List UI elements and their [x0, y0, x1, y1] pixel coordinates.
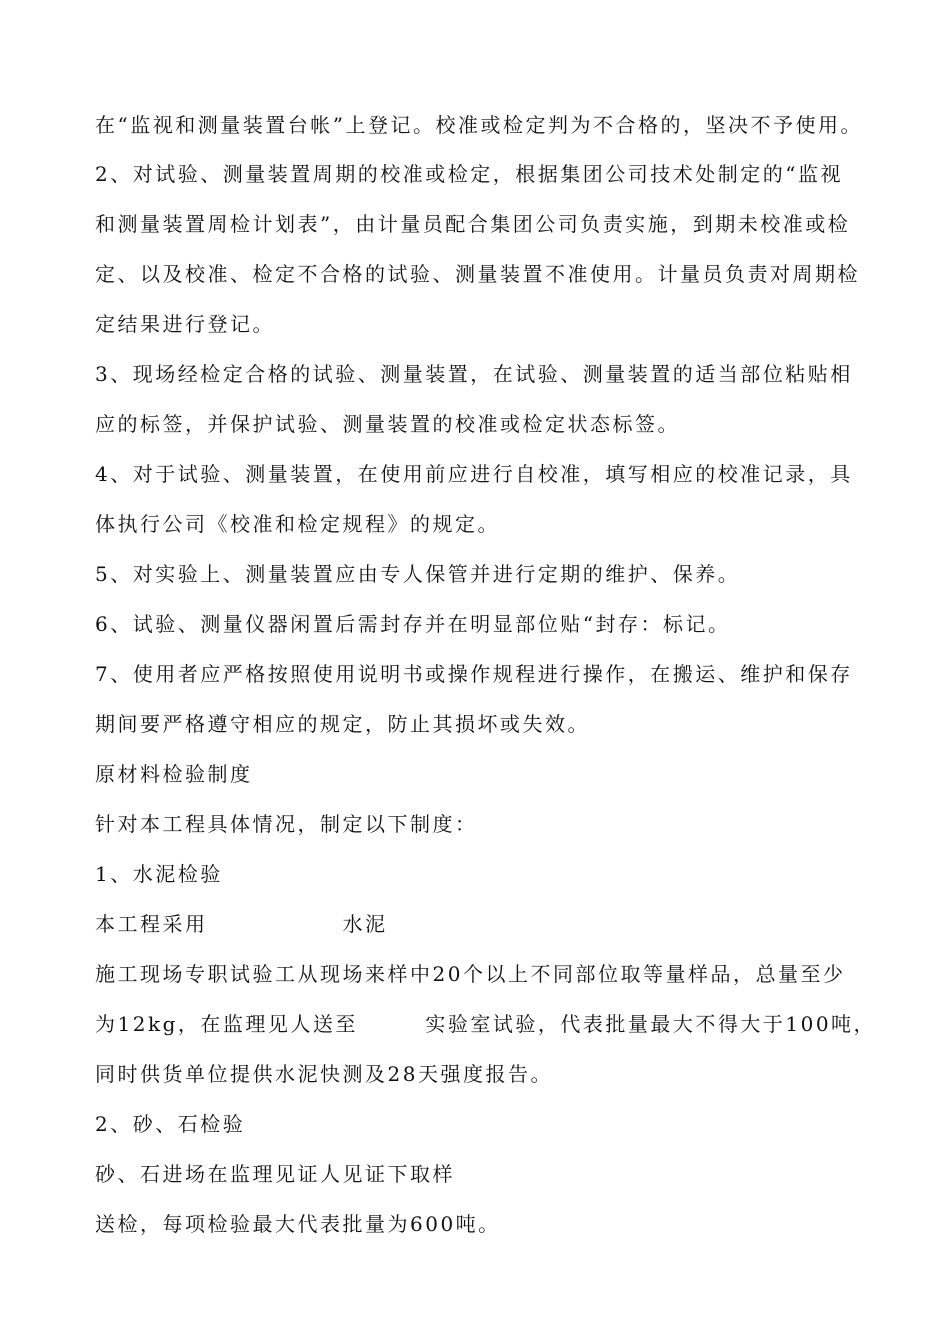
- text-line: 体执行公司《校准和检定规程》的规定。: [95, 512, 500, 536]
- text-line: 6、试验、测量仪器闲置后需封存并在明显部位贴“封存：标记。: [95, 612, 731, 636]
- text-line: 7、使用者应严格按照使用说明书或操作规程进行操作，在搬运、维护和保存: [95, 662, 853, 686]
- text-line: 在“监视和测量装置台帐”上登记。校准或检定判为不合格的，坚决不予使用。: [95, 113, 863, 137]
- text-line: 针对本工程具体情况，制定以下制度：: [95, 812, 478, 836]
- text-line: 为12kg，在监理见人送至 实验室试验，代表批量最大不得大于100吨，: [95, 1012, 877, 1036]
- text-line: 定、以及校准、检定不合格的试验、测量装置不准使用。计量员负责对周期检: [95, 262, 860, 286]
- subsection-heading: 2、砂、石检验: [95, 1112, 246, 1136]
- text-line: 应的标签，并保护试验、测量装置的校准或检定状态标签。: [95, 412, 680, 436]
- text-line: 5、对实验上、测量装置应由专人保管并进行定期的维护、保养。: [95, 562, 741, 586]
- text-line: 砂、石进场在监理见证人见证下取样: [95, 1162, 455, 1186]
- section-heading: 原材料检验制度: [95, 762, 253, 786]
- text-line: 定结果进行登记。: [95, 312, 275, 336]
- text-line: 3、现场经检定合格的试验、测量装置，在试验、测量装置的适当部位粘贴相: [95, 362, 853, 386]
- text-line: 本工程采用 水泥: [95, 912, 388, 936]
- text-line: 和测量装置周检计划表”，由计量员配合集团公司负责实施，到期未校准或检: [95, 212, 851, 236]
- text-line: 期间要严格遵守相应的规定，防止其损坏或失效。: [95, 712, 590, 736]
- text-line: 送检，每项检验最大代表批量为600吨。: [95, 1212, 501, 1236]
- text-line: 同时供货单位提供水泥快测及28天强度报告。: [95, 1062, 553, 1086]
- text-line: 2、对试验、测量装置周期的校准或检定，根据集团公司技术处制定的“监视: [95, 162, 843, 186]
- text-line: 施工现场专职试验工从现场来样中20个以上不同部位取等量样品，总量至少: [95, 962, 846, 986]
- subsection-heading: 1、水泥检验: [95, 862, 223, 886]
- text-line: 4、对于试验、测量装置，在使用前应进行自校准，填写相应的校准记录，具: [95, 462, 853, 486]
